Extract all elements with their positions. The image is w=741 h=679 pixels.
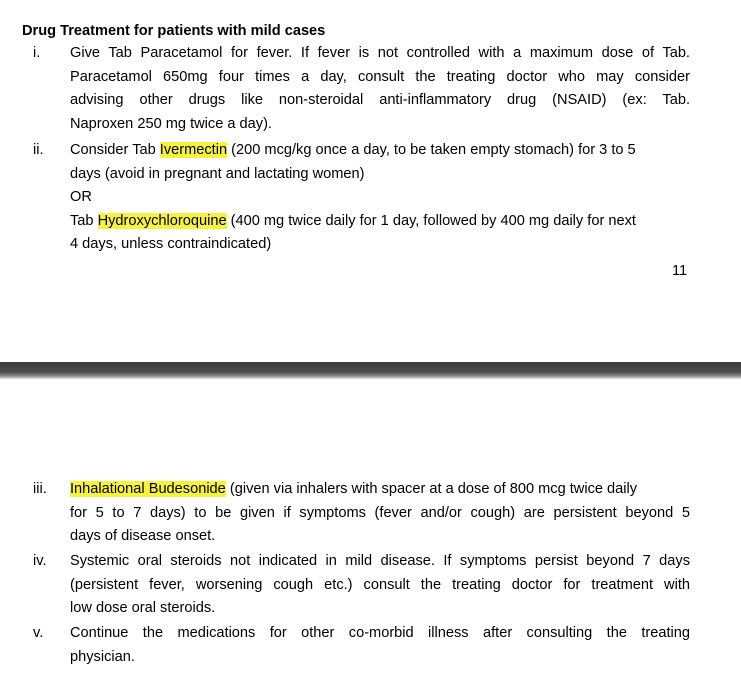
text-line: days of disease onset. xyxy=(70,528,216,545)
text-fragment: (200 mcg/kg once a day, to be taken empty stomach) for 3 to 5 xyxy=(227,142,636,158)
list-number: ii. xyxy=(33,142,44,158)
page-number: 11 xyxy=(672,263,688,279)
text-line: low dose oral steroids. xyxy=(70,600,216,617)
text-line xyxy=(70,139,690,163)
text-line: Give Tab Paracetamol for fever. If fever is not controlled with a maximum dose of Tab. xyxy=(70,45,690,61)
text-line xyxy=(70,478,690,502)
list-number: iii. xyxy=(33,481,47,497)
list-item-text xyxy=(70,550,690,621)
list-item-text xyxy=(70,478,690,549)
section-heading: Drug Treatment for patients with mild cases xyxy=(22,23,326,39)
highlight-hydroxychloroquine: Hydroxychloroquine xyxy=(97,212,227,229)
text-line: days (avoid in pregnant and lactating women) xyxy=(70,165,365,182)
text-line: (persistent fever, worsening cough etc.) consult the treating doctor for treatment with xyxy=(70,576,690,593)
text-line: Naproxen 250 mg twice a day). xyxy=(70,115,272,132)
text-fragment: Tab xyxy=(70,212,98,229)
highlight-ivermectin: Ivermectin xyxy=(159,142,228,158)
text-line: physician. xyxy=(70,648,135,665)
list-item-text xyxy=(70,622,690,669)
text-fragment: Consider Tab xyxy=(70,142,160,158)
text-fragment: (given via inhalers with spacer at a dose of 800 mcg twice daily xyxy=(225,481,638,497)
page-separator xyxy=(0,362,741,379)
list-number: v. xyxy=(33,625,44,641)
list-number: i. xyxy=(33,45,41,61)
text-line: 4 days, unless contraindicated) xyxy=(70,236,272,253)
or-label: OR xyxy=(70,189,92,206)
list-item-text xyxy=(70,42,690,136)
text-line xyxy=(70,210,690,234)
text-line: advising other drugs like non-steroidal anti-inflammatory drug (NSAID) (ex: Tab. xyxy=(70,92,690,109)
highlight-budesonide: Inhalational Budesonide xyxy=(70,481,226,497)
text-line: Paracetamol 650mg four times a day, consult the treating doctor who may consider xyxy=(70,68,690,85)
text-line: for 5 to 7 days) to be given if symptoms (fever and/or cough) are persistent beyond 5 xyxy=(70,504,690,521)
list-number: iv. xyxy=(33,553,47,569)
list-item-text xyxy=(70,139,690,257)
text-fragment: (400 mg twice daily for 1 day, followed by 400 mg daily for next xyxy=(226,212,636,229)
text-line: Continue the medications for other co-morbid illness after consulting the treating xyxy=(70,625,690,641)
text-line: Systemic oral steroids not indicated in mild disease. If symptoms persist beyond 7 days xyxy=(70,553,690,569)
